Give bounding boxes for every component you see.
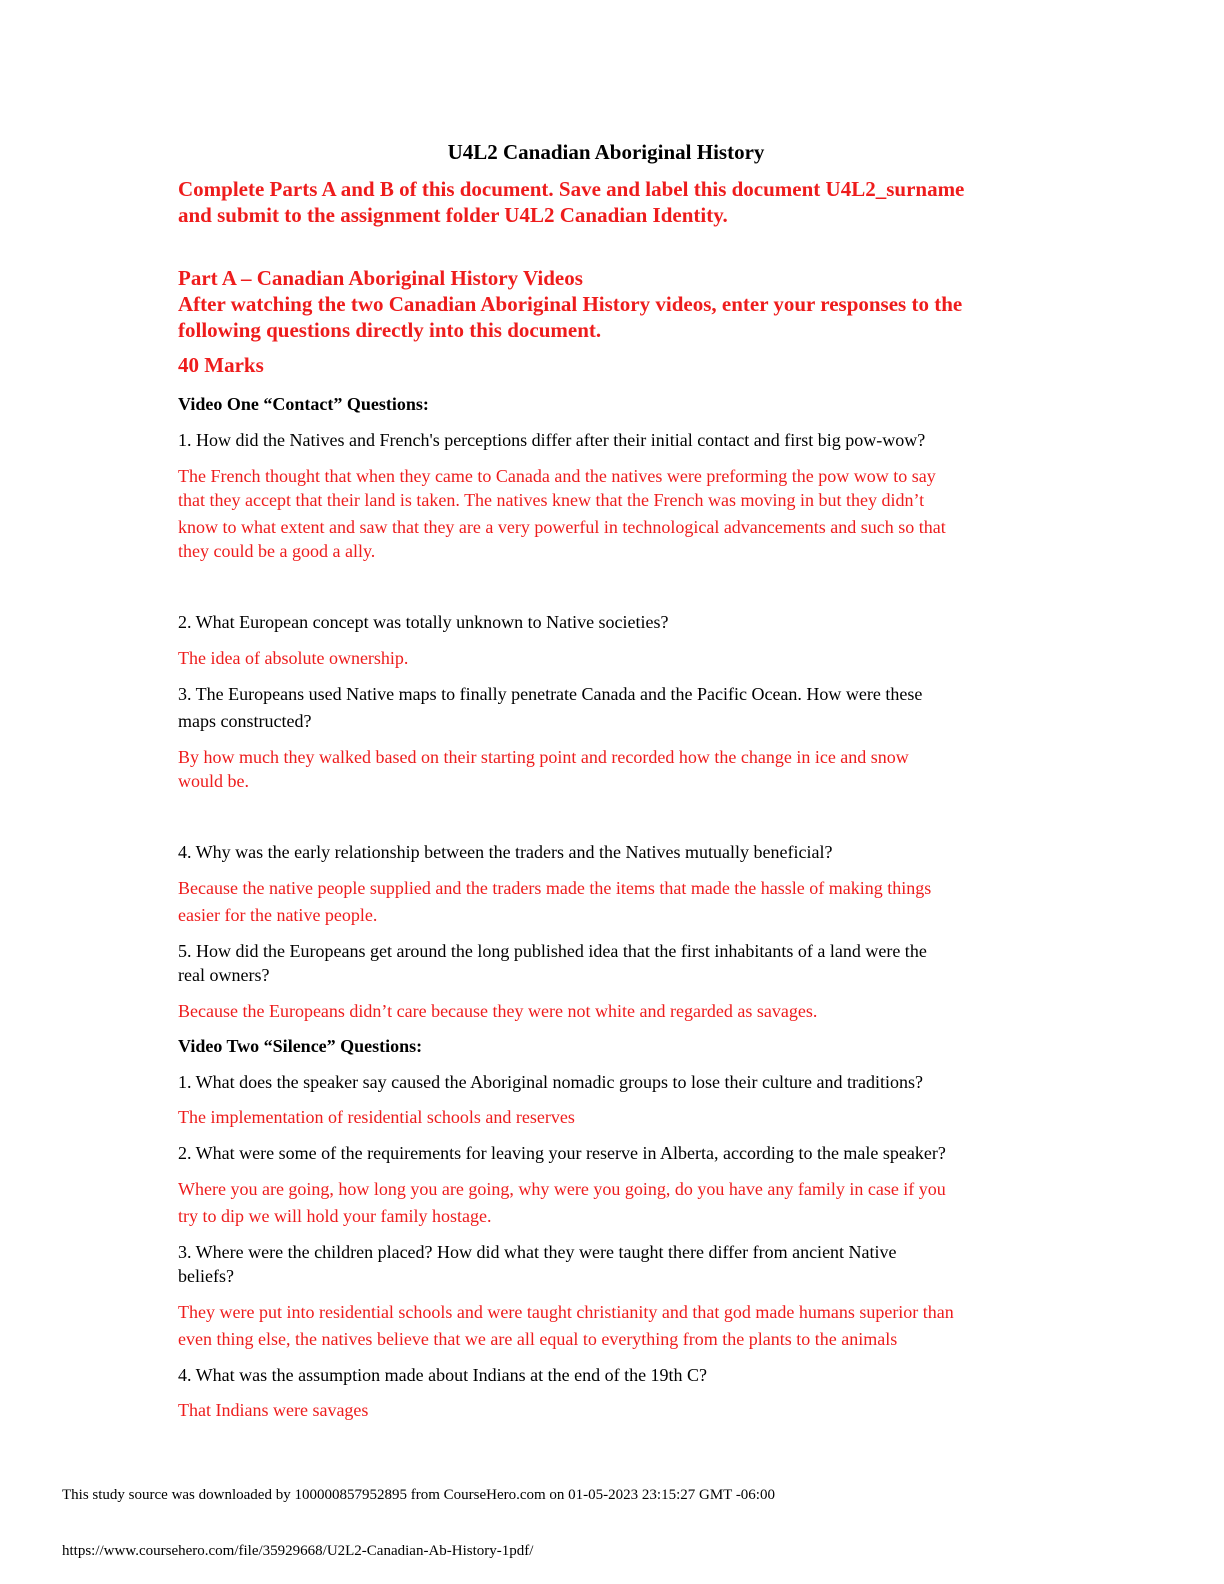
answer-line: Because the Europeans didn’t care because they were not white and regarded as savages. xyxy=(178,1001,818,1021)
answer-line: The implementation of residential schools and reserves xyxy=(178,1107,575,1127)
page-title: U4L2 Canadian Aboriginal History xyxy=(447,140,765,164)
answer-line: Where you are going, how long you are going, why were you going, do you have any family in case if you xyxy=(178,1179,946,1199)
answer-line: know to what extent and saw that they are a very powerful in technological advancements and such so that xyxy=(178,517,946,537)
download-note: This study source was downloaded by 100000857952895 from CourseHero.com on 01-05-2023 23:15:27 GMT -06:00 xyxy=(62,1487,775,1503)
question-1: 1. How did the Natives and French's perceptions differ after their initial contact and first big pow-wow? xyxy=(178,430,926,450)
answer-line: Because the native people supplied and the traders made the items that made the hassle of making things xyxy=(178,878,932,898)
answer-line: even thing else, the natives believe that we are all equal to everything from the plants to the animals xyxy=(178,1329,898,1349)
question-3: 3. Where were the children placed? How did what they were taught there differ from ancient Native xyxy=(178,1242,897,1262)
answer-line: That Indians were savages xyxy=(178,1400,369,1420)
question-2: 2. What were some of the requirements for leaving your reserve in Alberta, according to the male speaker? xyxy=(178,1143,946,1163)
intro-line: and submit to the assignment folder U4L2 Canadian Identity. xyxy=(178,203,728,227)
answer-line: try to dip we will hold your family hostage. xyxy=(178,1206,492,1226)
part-a-instruction-line: After watching the two Canadian Aboriginal History videos, enter your responses to the xyxy=(178,292,963,316)
part-a-heading: Part A – Canadian Aboriginal History Videos xyxy=(178,266,583,290)
answer-line: The French thought that when they came to Canada and the natives were preforming the pow wow to say xyxy=(178,466,936,486)
answer-line: The idea of absolute ownership. xyxy=(178,648,409,668)
answer-line: they could be a good a ally. xyxy=(178,541,376,561)
part-a-instruction-line: following questions directly into this document. xyxy=(178,318,602,342)
answer-line: They were put into residential schools and were taught christianity and that god made humans superior than xyxy=(178,1302,954,1322)
video-two-heading: Video Two “Silence” Questions: xyxy=(178,1036,423,1056)
question-4: 4. Why was the early relationship between the traders and the Natives mutually beneficial? xyxy=(178,842,833,862)
answer-line: By how much they walked based on their starting point and recorded how the change in ice and snow xyxy=(178,747,909,767)
question-3: 3. The Europeans used Native maps to finally penetrate Canada and the Pacific Ocean. How were these xyxy=(178,684,923,704)
question-3: maps constructed? xyxy=(178,711,312,731)
question-3: beliefs? xyxy=(178,1266,234,1286)
part-a-marks: 40 Marks xyxy=(178,353,264,377)
question-1: 1. What does the speaker say caused the Aboriginal nomadic groups to lose their culture and traditions? xyxy=(178,1072,923,1092)
question-5: real owners? xyxy=(178,965,270,985)
question-5: 5. How did the Europeans get around the long published idea that the first inhabitants of a land were the xyxy=(178,941,927,961)
source-url-link[interactable]: https://www.coursehero.com/file/35929668/U2L2-Canadian-Ab-History-1pdf/ xyxy=(62,1543,534,1559)
answer-line: would be. xyxy=(178,771,249,791)
answer-line: that they accept that their land is taken. The natives knew that the French was moving in but they didn’t xyxy=(178,490,925,510)
question-2: 2. What European concept was totally unknown to Native societies? xyxy=(178,612,669,632)
video-one-heading: Video One “Contact” Questions: xyxy=(178,394,429,414)
answer-line: easier for the native people. xyxy=(178,905,378,925)
question-4: 4. What was the assumption made about Indians at the end of the 19th C? xyxy=(178,1365,708,1385)
intro-line: Complete Parts A and B of this document. Save and label this document U4L2_surname xyxy=(178,177,965,201)
